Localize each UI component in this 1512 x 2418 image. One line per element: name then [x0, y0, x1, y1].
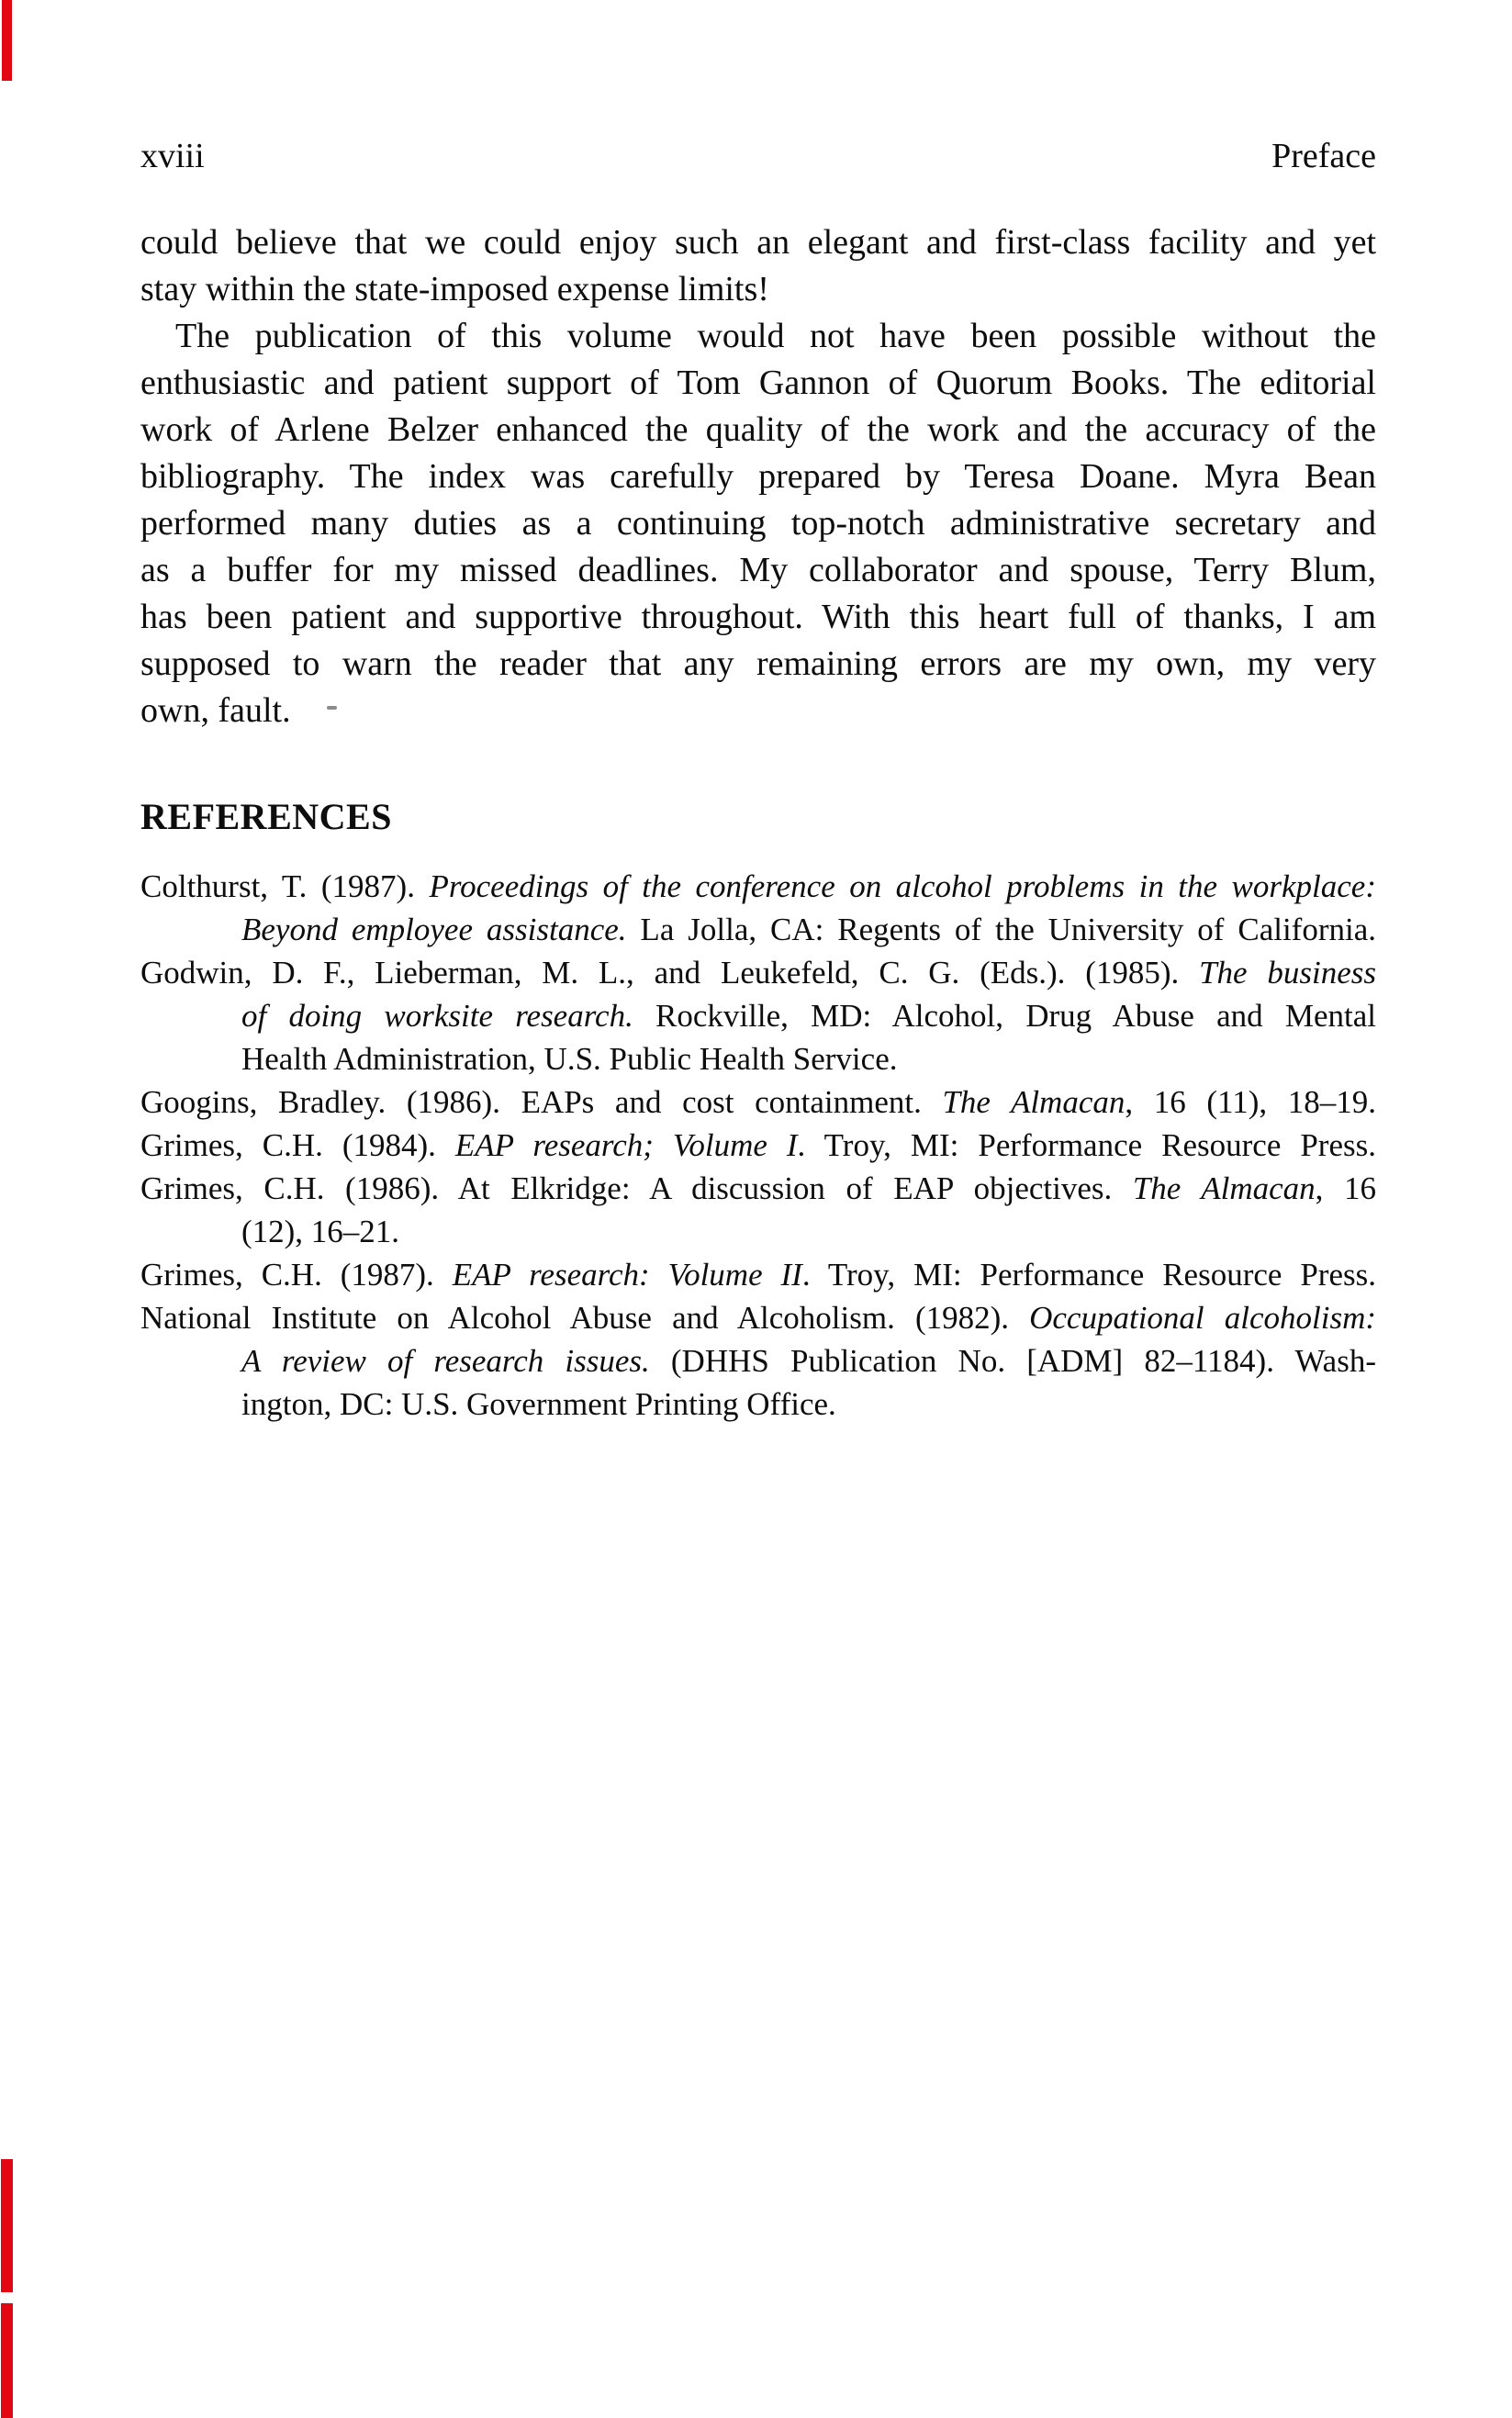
body-line [140, 407, 1376, 453]
reference-line [140, 1383, 1376, 1426]
text-segment: ington, DC: U.S. Government Printing Office. [241, 1386, 836, 1422]
text-segment: Grimes, C.H. (1987). [140, 1257, 453, 1293]
text-segment: own, fault. [140, 691, 291, 730]
text-segment: Grimes, C.H. (1984). [140, 1127, 455, 1163]
preface-body-text [140, 219, 1376, 734]
body-line [140, 360, 1376, 407]
reference-line [140, 1124, 1376, 1167]
italic-text-segment: EAP research: Volume II [452, 1257, 802, 1293]
text-segment: performed many duties as a continuing top-notch administrative secretary and [140, 504, 1376, 543]
text-segment: Grimes, C.H. (1986). At Elkridge: A discussion of EAP objectives. [140, 1170, 1133, 1206]
italic-text-segment: Occupational alcoholism: [1029, 1300, 1377, 1336]
text-segment: (12), 16–21. [241, 1214, 400, 1249]
scan-speck [327, 706, 337, 710]
text-segment: , 16 [1315, 1170, 1376, 1206]
reference-line [140, 994, 1376, 1037]
references-list [140, 865, 1376, 1426]
italic-text-segment: Beyond employee assistance. [241, 912, 627, 947]
italic-text-segment: The Almacan [1132, 1170, 1316, 1206]
text-segment: , 16 (11), 18–19. [1125, 1084, 1376, 1120]
text-segment: Godwin, D. F., Lieberman, M. L., and Leukefeld, C. G. (Eds.). (1985). [140, 955, 1200, 991]
reference-line [140, 1210, 1376, 1253]
body-line [140, 500, 1376, 547]
body-line [140, 313, 1376, 360]
reference-line [140, 1339, 1376, 1383]
scan-edge-artifact-top [2, 0, 12, 81]
references-heading: REFERENCES [140, 796, 392, 837]
italic-text-segment: A review of research issues. [241, 1343, 650, 1379]
text-segment: Colthurst, T. (1987). [140, 868, 430, 904]
body-line [140, 219, 1376, 266]
reference-line [140, 1037, 1376, 1080]
text-segment: Googins, Bradley. (1986). EAPs and cost containment. [140, 1084, 943, 1120]
scan-edge-artifact-bottom-1 [1, 2159, 13, 2292]
text-segment: . Troy, MI: Performance Resource Press. [801, 1257, 1376, 1293]
text-segment: supposed to warn the reader that any remaining errors are my own, my very [140, 644, 1376, 683]
text-segment: La Jolla, CA: Regents of the University of California. [626, 912, 1376, 947]
scan-edge-artifact-bottom-2 [1, 2303, 13, 2418]
text-segment: bibliography. The index was carefully prepared by Teresa Doane. Myra Bean [140, 457, 1376, 496]
text-segment: . Troy, MI: Performance Resource Press. [797, 1127, 1376, 1163]
italic-text-segment: of doing worksite research. [241, 998, 633, 1034]
body-line [140, 594, 1376, 641]
text-segment: as a buffer for my missed deadlines. My collaborator and spouse, Terry Blum, [140, 551, 1376, 589]
body-line [140, 688, 1376, 734]
text-segment: The publication of this volume would not have been possible without the [175, 317, 1376, 355]
running-title: Preface [1271, 137, 1376, 175]
text-segment: stay within the state-imposed expense limits! [140, 270, 769, 308]
reference-line [140, 951, 1376, 994]
reference-line [140, 1080, 1376, 1124]
italic-text-segment: EAP research; Volume I [454, 1127, 798, 1163]
text-segment: work of Arlene Belzer enhanced the quality of the work and the accuracy of the [140, 410, 1376, 449]
italic-text-segment: Proceedings of the conference on alcohol problems in the workplace: [429, 868, 1376, 904]
text-segment: (DHHS Publication No. [ADM] 82–1184). Wash- [649, 1343, 1376, 1379]
italic-text-segment: The Almacan [942, 1084, 1126, 1120]
body-line [140, 266, 1376, 313]
reference-line [140, 1253, 1376, 1296]
reference-line [140, 1167, 1376, 1210]
text-segment: Health Administration, U.S. Public Health Service. [241, 1041, 898, 1077]
text-segment: National Institute on Alcohol Abuse and Alcoholism. (1982). [140, 1300, 1030, 1336]
running-header [140, 133, 1376, 180]
page-number: xviii [140, 137, 205, 175]
text-segment: enthusiastic and patient support of Tom Gannon of Quorum Books. The editorial [140, 364, 1376, 402]
reference-line [140, 908, 1376, 951]
italic-text-segment: The business [1199, 955, 1376, 991]
text-segment: has been patient and supportive throughout. With this heart full of thanks, I am [140, 598, 1376, 636]
body-line [140, 453, 1376, 500]
text-segment: could believe that we could enjoy such an elegant and first-class facility and yet [140, 223, 1376, 262]
reference-line [140, 1296, 1376, 1339]
text-segment: Rockville, MD: Alcohol, Drug Abuse and Mental [633, 998, 1376, 1034]
body-line [140, 547, 1376, 594]
reference-line [140, 865, 1376, 908]
body-line [140, 641, 1376, 688]
